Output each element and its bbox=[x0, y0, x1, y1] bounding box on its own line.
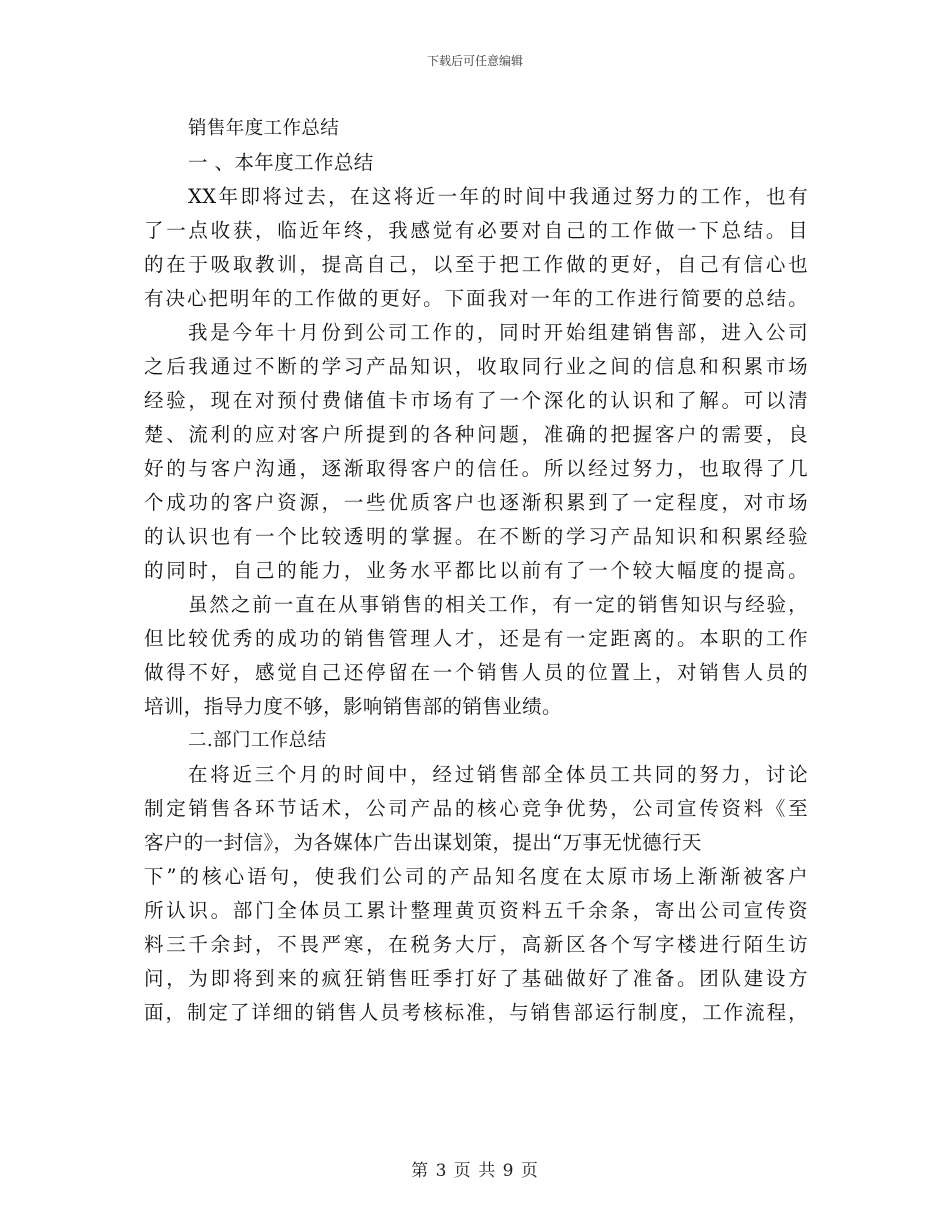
paragraph-line: 制定销售各环节话术，公司产品的核心竞争优势，公司宣传资料《至 bbox=[144, 797, 808, 820]
paragraph-line: 的同时，自己的能力，业务水平都比以前有了一个较大幅度的提高。 bbox=[144, 559, 808, 582]
paragraph-line: 一 、本年度工作总结 bbox=[188, 151, 374, 174]
paragraph-line: 的认识也有一个比较透明的掌握。在不断的学习产品知识和积累经验 bbox=[144, 525, 808, 548]
paragraph-line: 做得不好，感觉自己还停留在一个销售人员的位置上，对销售人员的 bbox=[144, 661, 808, 684]
paragraph-line: 经验，现在对预付费储值卡市场有了一个深化的认识和了解。可以清 bbox=[144, 389, 808, 412]
paragraph-line: 下”的核心语句，使我们公司的产品知名度在太原市场上渐渐被客户 bbox=[144, 865, 808, 888]
paragraph-line: 好的与客户沟通，逐渐取得客户的信任。所以经过努力，也取得了几 bbox=[144, 457, 808, 480]
paragraph-line: 虽然之前一直在从事销售的相关工作，有一定的销售知识与经验， bbox=[188, 593, 808, 616]
paragraph-line: 问，为即将到来的疯狂销售旺季打好了基础做好了准备。团队建设方 bbox=[144, 967, 808, 990]
section-heading: 二.部门工作总结 bbox=[188, 730, 327, 751]
paragraph-line: 料三千余封，不畏严寒，在税务大厅，高新区各个写字楼进行陌生访 bbox=[144, 933, 808, 956]
paragraph-line: 但比较优秀的成功的销售管理人才，还是有一定距离的。本职的工作 bbox=[144, 627, 808, 650]
paragraph-line: 面，制定了详细的销售人员考核标准，与销售部运行制度，工作流程， bbox=[144, 1001, 808, 1024]
paragraph-line: 楚、流利的应对客户所提到的各种问题，准确的把握客户的需要，良 bbox=[144, 423, 808, 446]
paragraph-line: 在将近三个月的时间中，经过销售部全体员工共同的努力，讨论 bbox=[188, 763, 808, 786]
paragraph-line: 之后我通过不断的学习产品知识，收取同行业之间的信息和积累市场 bbox=[144, 355, 808, 378]
paragraph-line: 有决心把明年的工作做的更好。下面我对一年的工作进行简要的总结。 bbox=[144, 287, 808, 310]
section-heading: 销售年度工作总结 bbox=[188, 118, 340, 139]
paragraph-line: XX年即将过去，在这将近一年的时间中我通过努力的工作，也有 bbox=[188, 185, 808, 208]
paragraph-line: 个成功的客户资源，一些优质客户也逐渐积累到了一定程度，对市场 bbox=[144, 491, 808, 514]
paragraph-line: 我是今年十月份到公司工作的，同时开始组建销售部，进入公司 bbox=[188, 321, 808, 344]
page-number-footer: 第 3 页 共 9 页 bbox=[411, 1161, 539, 1181]
paragraph-line: 客户的一封信》，为各媒体广告出谋划策，提出“万事无忧德行天 bbox=[144, 831, 702, 854]
paragraph-line: 培训，指导力度不够，影响销售部的销售业绩。 bbox=[144, 695, 562, 718]
paragraph-line: 所认识。部门全体员工累计整理黄页资料五千余条，寄出公司宣传资 bbox=[144, 899, 808, 922]
paragraph-line: 的在于吸取教训，提高自己，以至于把工作做的更好，自己有信心也 bbox=[144, 253, 808, 276]
page-header-note: 下载后可任意编辑 bbox=[426, 54, 523, 68]
paragraph-line: 了一点收获，临近年终，我感觉有必要对自己的工作做一下总结。目 bbox=[144, 219, 808, 242]
document-body bbox=[144, 112, 808, 1030]
